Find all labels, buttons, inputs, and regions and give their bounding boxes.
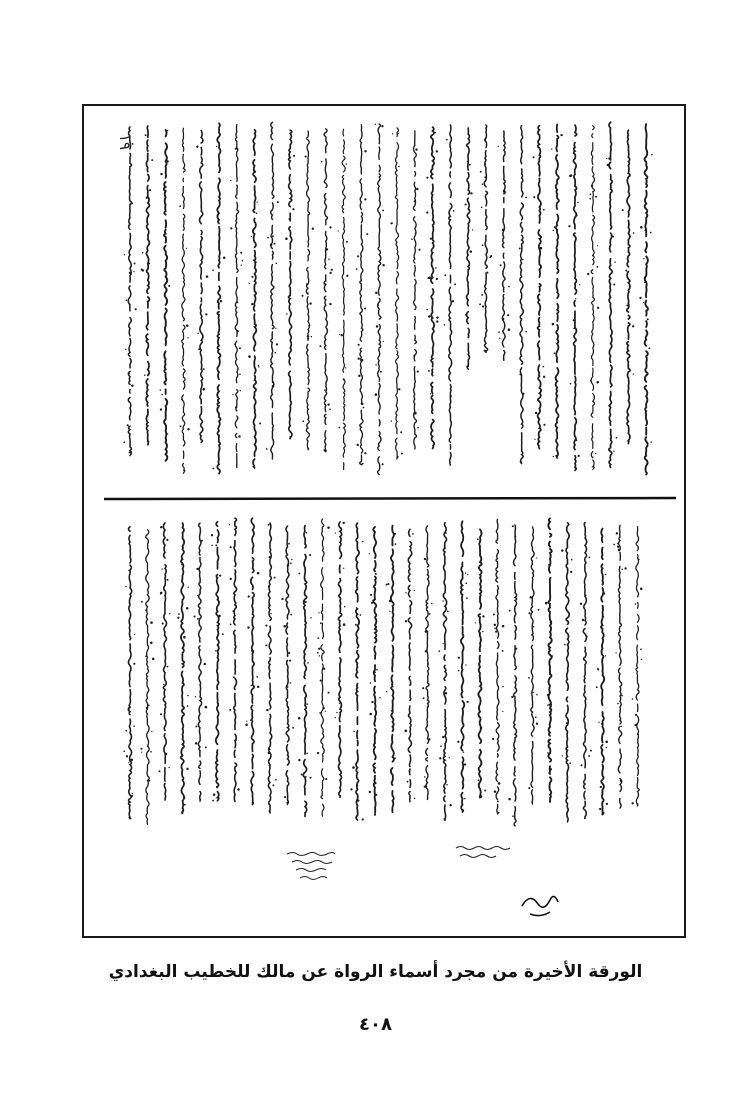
marginal-colophon bbox=[456, 847, 510, 858]
folio-divider bbox=[104, 498, 676, 499]
manuscript-image bbox=[84, 106, 684, 936]
lower-folio-text bbox=[123, 518, 642, 826]
marginal-note bbox=[287, 853, 335, 880]
figure-caption: الورقة الأخيرة من مجرد أسماء الرواة عن مالك للخطيب البغدادي bbox=[108, 962, 643, 982]
upper-folio-text bbox=[123, 122, 652, 475]
page-number: ٤٠٨ bbox=[359, 1014, 392, 1035]
signature-mark bbox=[522, 896, 558, 915]
folio-number: ١٩ bbox=[116, 134, 134, 151]
manuscript-frame bbox=[82, 104, 686, 938]
